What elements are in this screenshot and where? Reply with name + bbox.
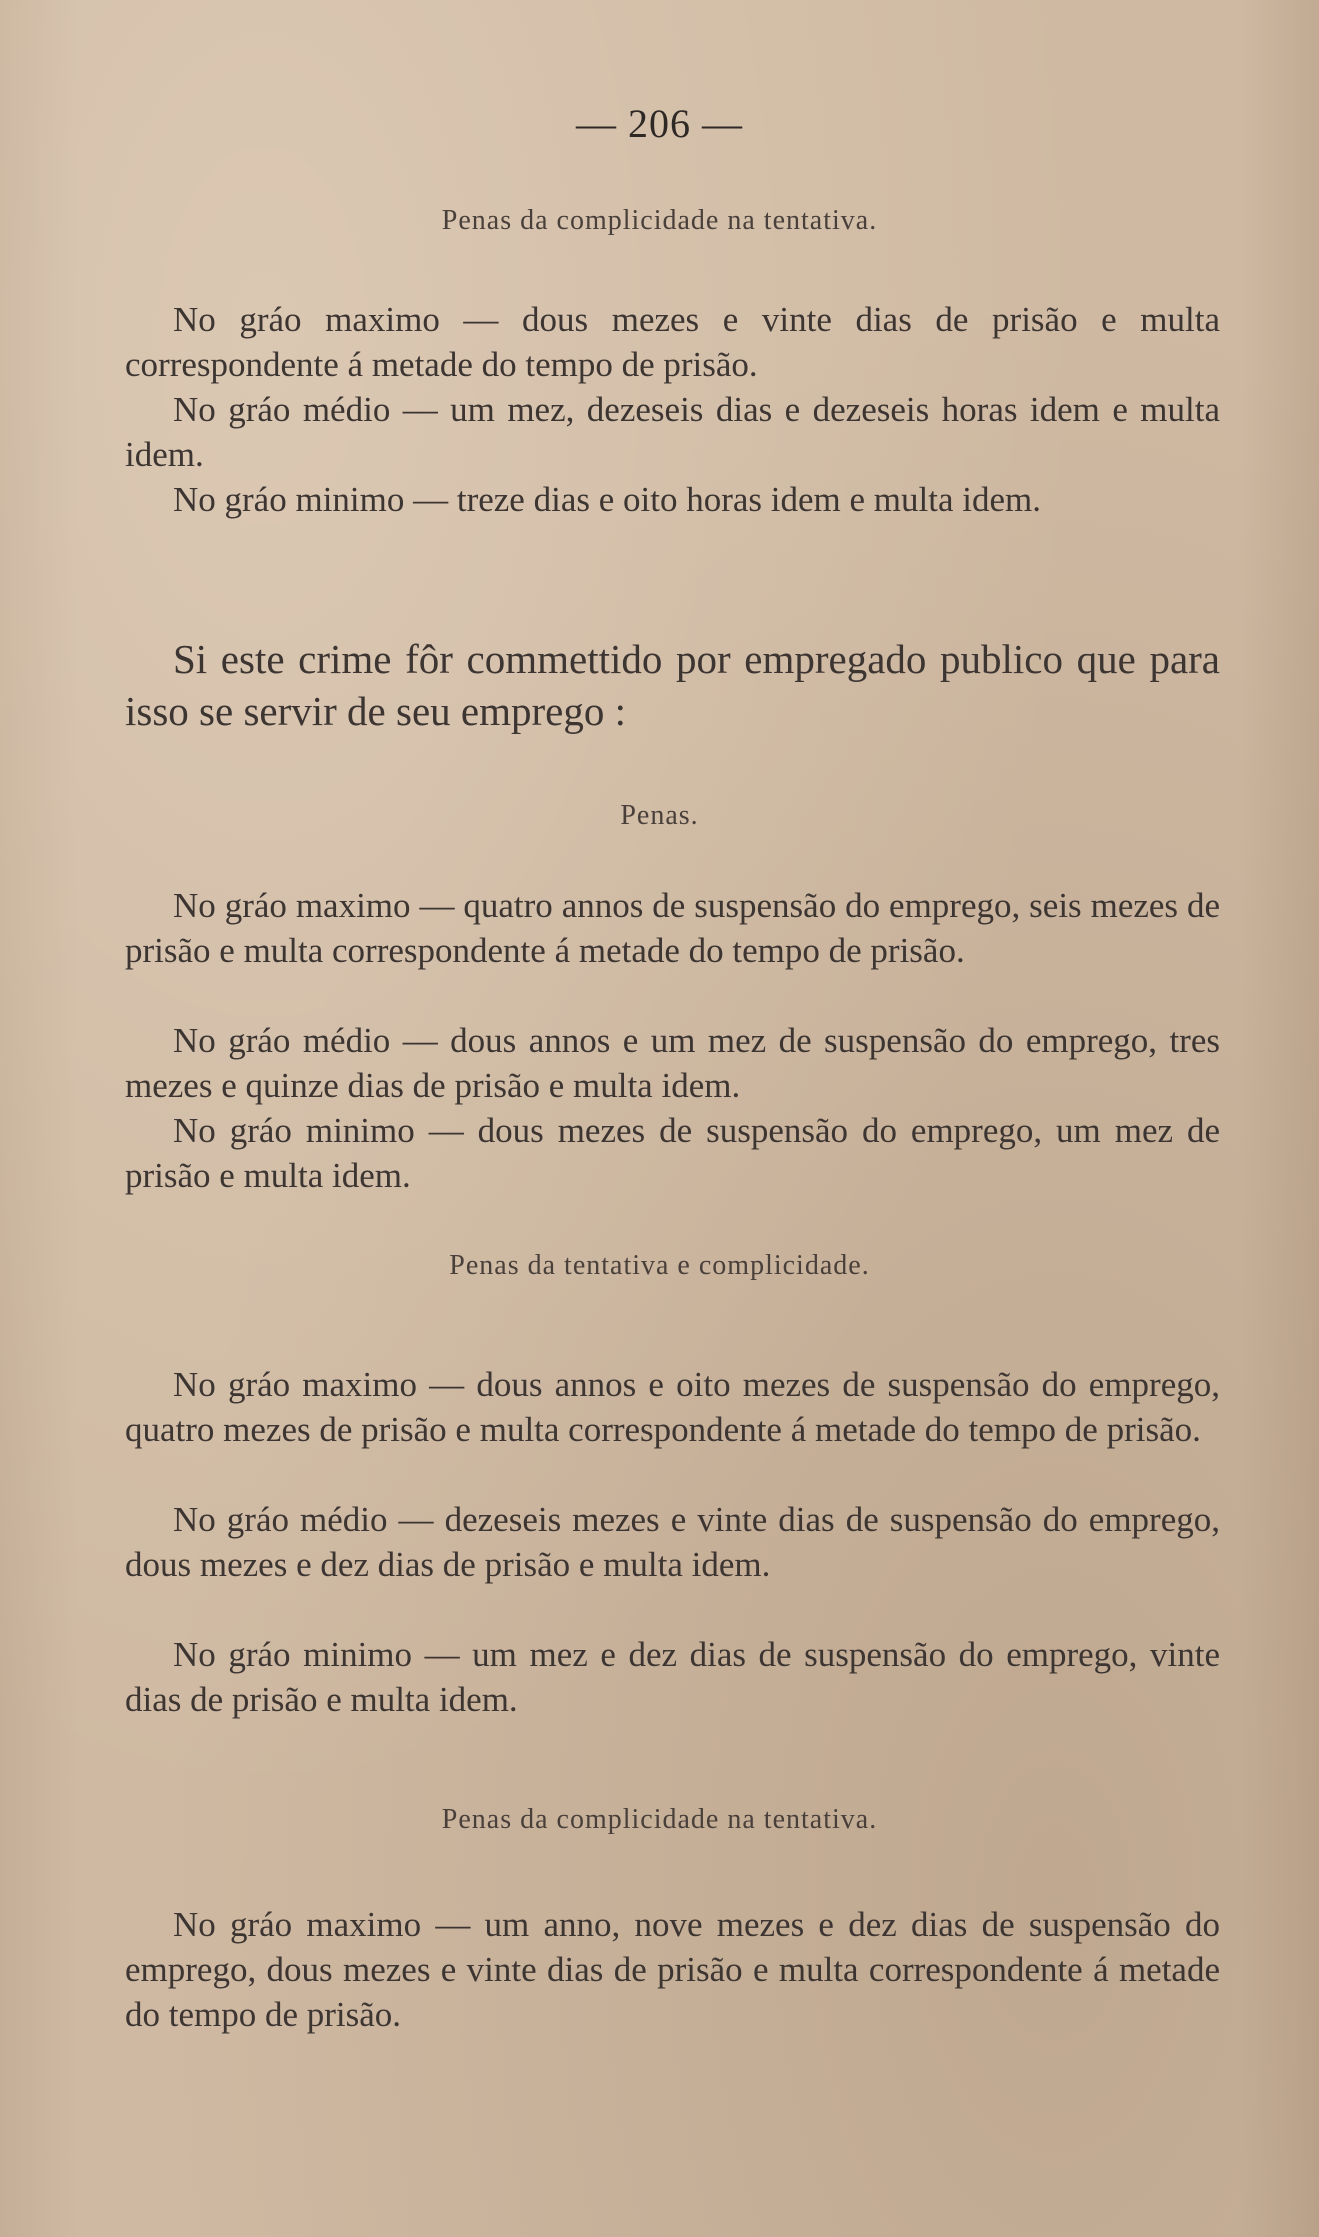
- paragraph-grao-minimo: No gráo minimo — um mez e dez dias de suspensão do emprego, vinte dias de prisão e multa idem.: [125, 1635, 1220, 1719]
- section-heading-penas: Penas.: [620, 800, 699, 831]
- paragraph-grao-maximo: No gráo maximo — dous annos e oito mezes de suspensão do emprego, quatro mezes de prisão e multa correspondente á metade do tempo de prisão.: [125, 1365, 1220, 1449]
- page-number: — 206 —: [576, 101, 743, 146]
- paragraph-grao-minimo: No gráo minimo — dous mezes de suspensão do emprego, um mez de prisão e multa idem.: [125, 1111, 1220, 1195]
- paragraph-grao-maximo: No gráo maximo — dous mezes e vinte dias de prisão e multa correspondente á metade do tempo de prisão.: [125, 300, 1220, 384]
- paragraph-grao-medio: No gráo médio — dezeseis mezes e vinte dias de suspensão do emprego, dous mezes e dez dias de prisão e multa idem.: [125, 1500, 1220, 1584]
- paragraph-grao-medio: No gráo médio — um mez, dezeseis dias e dezeseis horas idem e multa idem.: [125, 390, 1220, 474]
- paragraph-grao-minimo: No gráo minimo — treze dias e oito horas idem e multa idem.: [173, 480, 1041, 519]
- section-heading-tentativa-complicidade: Penas da tentativa e complicidade.: [449, 1250, 870, 1281]
- section-heading-complicidade-tentativa-2: Penas da complicidade na tentativa.: [441, 1804, 878, 1835]
- paragraph-grao-maximo: No gráo maximo — um anno, nove mezes e dez dias de suspensão do emprego, dous mezes e vinte dias de prisão e multa correspondente á metade do tempo de prisão.: [125, 1905, 1220, 2034]
- paragraph-grao-maximo: No gráo maximo — quatro annos de suspensão do emprego, seis mezes de prisão e multa correspondente á metade do tempo de prisão.: [125, 886, 1220, 970]
- section-heading-complicidade-tentativa: Penas da complicidade na tentativa.: [441, 205, 878, 236]
- paragraph-intro: Si este crime fôr commettido por empregado publico que para isso se servir de seu emprego :: [125, 636, 1220, 734]
- paragraph-grao-medio: No gráo médio — dous annos e um mez de suspensão do emprego, tres mezes e quinze dias de prisão e multa idem.: [125, 1021, 1220, 1105]
